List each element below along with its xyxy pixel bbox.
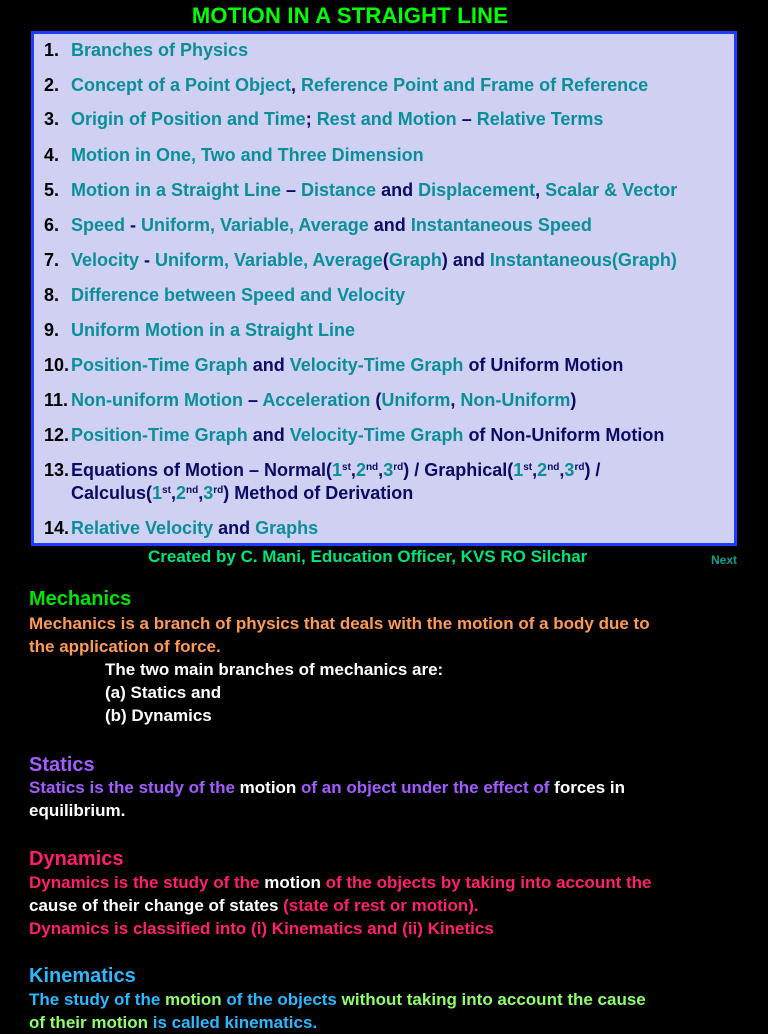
kinematics-text: of the objects — [221, 990, 342, 1009]
contents-item-text: and — [247, 355, 290, 375]
contents-item-number: 12. — [44, 425, 70, 445]
contents-item-text: nd — [547, 462, 560, 473]
contents-item[interactable] — [44, 482, 413, 505]
contents-item-text: Difference between Speed and Velocity — [71, 285, 406, 305]
contents-item-text: , — [170, 483, 176, 503]
statics-text: forces in — [554, 778, 626, 797]
contents-item-text: , — [291, 75, 302, 95]
kinematics-line — [29, 988, 646, 1011]
contents-item-text: Uniform, Variable, Average — [155, 250, 383, 270]
kinematics-text: without taking into account the cause — [341, 990, 646, 1009]
contents-item-text: Concept of a Point Object — [71, 75, 292, 95]
contents-item[interactable] — [44, 179, 677, 202]
contents-item-text: Uniform, Variable, Average — [141, 215, 369, 235]
dynamics-text: of the objects by taking into account the — [320, 873, 652, 892]
contents-item-text: st — [342, 462, 351, 473]
contents-item-text: Instantaneous Speed — [410, 215, 592, 235]
contents-item-number: 1. — [44, 40, 60, 60]
contents-item-text: – — [456, 109, 477, 129]
credit-line: Created by C. Mani, Education Officer, KVS RO Silchar — [148, 547, 588, 566]
contents-item[interactable] — [44, 354, 623, 377]
contents-item-text: 1 — [152, 483, 163, 503]
contents-item-text: Instantaneous(Graph) — [489, 250, 677, 270]
contents-item-text: , — [378, 460, 384, 480]
contents-item-text: 2 — [355, 460, 366, 480]
contents-item-text: Non-Uniform — [460, 390, 571, 410]
kinematics-text: motion — [165, 990, 222, 1009]
contents-item-text: ) and — [441, 250, 490, 270]
contents-item-number: 10. — [44, 355, 70, 375]
kinematics-text: of their motion — [29, 1013, 153, 1032]
contents-item-text: Relative Velocity — [71, 518, 214, 538]
contents-item[interactable] — [44, 74, 648, 97]
contents-item-number: 8. — [44, 285, 60, 305]
contents-item-text: ) / — [584, 460, 601, 480]
contents-item-number: 14. — [44, 518, 70, 538]
contents-item[interactable] — [44, 108, 603, 131]
contents-item-text: nd — [185, 485, 199, 496]
contents-item-text: rd — [213, 485, 224, 496]
contents-item-text: 3 — [203, 483, 214, 503]
contents-item[interactable] — [44, 517, 318, 540]
contents-item-text: st — [523, 462, 533, 473]
contents-item-text: Position-Time Graph — [71, 425, 248, 445]
mechanics-line: (b) Dynamics — [105, 706, 212, 725]
contents-item-text: Uniform — [381, 390, 451, 410]
contents-item-text: , — [198, 483, 204, 503]
contents-item[interactable] — [44, 144, 424, 167]
contents-item-number: 2. — [44, 75, 60, 95]
dynamics-line: Dynamics is classified into (i) Kinematics and (ii) Kinetics — [29, 919, 494, 938]
contents-item-text: , — [535, 180, 546, 200]
statics-heading: Statics — [29, 754, 95, 776]
contents-item-text: 3 — [383, 460, 394, 480]
contents-item-text: Relative Terms — [476, 109, 604, 129]
contents-item-text: ) Method of Derivation — [223, 483, 414, 503]
dynamics-text: cause of their change of states — [29, 896, 284, 915]
contents-item-text: Equations of Motion – Normal( — [71, 460, 332, 480]
kinematics-text: The study of the — [29, 990, 165, 1009]
contents-item-text: 1 — [513, 460, 524, 480]
statics-text: of an object under the effect of — [296, 778, 555, 797]
contents-item-text: of Uniform Motion — [463, 355, 624, 375]
contents-item[interactable] — [44, 214, 592, 237]
contents-item-text: Uniform Motion in a Straight Line — [71, 320, 355, 340]
mechanics-line: The two main branches of mechanics are: — [105, 660, 444, 679]
contents-item-text: Rest and Motion — [316, 109, 457, 129]
mechanics-line: (a) Statics and — [105, 683, 222, 702]
contents-item-text: 2 — [537, 460, 548, 480]
contents-item-number: 9. — [44, 320, 60, 340]
contents-item-text: , — [350, 460, 356, 480]
contents-item-text: Velocity-Time Graph — [289, 425, 464, 445]
contents-item-text: Graphs — [255, 518, 319, 538]
contents-item-text: 3 — [564, 460, 575, 480]
contents-item-number: 5. — [44, 180, 60, 200]
dynamics-heading: Dynamics — [29, 848, 124, 870]
contents-item-text: – — [281, 180, 302, 200]
contents-item-text: , — [450, 390, 461, 410]
page-title: MOTION IN A STRAIGHT LINE — [191, 3, 509, 28]
contents-item-text: ( — [370, 390, 382, 410]
contents-item-text: Branches of Physics — [71, 40, 249, 60]
contents-item-text: Scalar & Vector — [545, 180, 678, 200]
contents-item-text: Graph — [388, 250, 442, 270]
statics-line — [29, 776, 625, 799]
contents-item-text: – — [242, 390, 263, 410]
contents-item-text: , — [532, 460, 538, 480]
contents-item-number: 11. — [44, 390, 69, 410]
contents-item-text: ; — [305, 109, 317, 129]
mechanics-line: Mechanics is a branch of physics that deals with the motion of a body due to — [29, 614, 650, 633]
contents-item-text: ) — [570, 390, 577, 410]
dynamics-text: Dynamics is the study of the — [29, 873, 265, 892]
statics-line: equilibrium. — [29, 801, 126, 820]
contents-item-text: 1 — [332, 460, 343, 480]
dynamics-line — [29, 871, 651, 894]
contents-item-text: Speed — [71, 215, 126, 235]
contents-item-text: Position-Time Graph — [71, 355, 248, 375]
contents-item-text: , — [559, 460, 565, 480]
contents-item-number: 3. — [44, 109, 60, 129]
contents-item-text: Distance — [301, 180, 377, 200]
statics-text: motion — [239, 778, 297, 797]
contents-item-text: Non-uniform Motion — [71, 390, 243, 410]
contents-item-text: - — [139, 250, 156, 270]
kinematics-heading: Kinematics — [29, 965, 136, 987]
contents-item[interactable] — [44, 424, 664, 447]
contents-item-text: Origin of Position and Time — [71, 109, 306, 129]
contents-item[interactable] — [44, 39, 248, 62]
contents-item-number: 7. — [44, 250, 60, 270]
contents-item-text: ( — [382, 250, 389, 270]
contents-item-number: 13. — [44, 460, 70, 480]
contents-item-text: - — [125, 215, 142, 235]
statics-text: Statics is the study of the — [29, 778, 240, 797]
contents-item-text: ) / Graphical( — [403, 460, 514, 480]
contents-item-text: and — [213, 518, 256, 538]
kinematics-text: is called kinematics. — [152, 1013, 318, 1032]
mechanics-line: the application of force. — [29, 637, 221, 656]
contents-item-text: and — [376, 180, 419, 200]
contents-item-text: Reference Point and Frame of Reference — [301, 75, 649, 95]
dynamics-text: motion — [264, 873, 321, 892]
kinematics-line — [29, 1011, 317, 1034]
contents-item-text: Motion in a Straight Line — [71, 180, 281, 200]
contents-item-text: 2 — [175, 483, 186, 503]
contents-item-number: 6. — [44, 215, 60, 235]
contents-box — [31, 31, 737, 546]
contents-item-text: Displacement — [418, 180, 536, 200]
contents-item-text: Velocity-Time Graph — [289, 355, 464, 375]
contents-item-text: and — [247, 425, 290, 445]
contents-item-text: and — [368, 215, 411, 235]
contents-item[interactable] — [44, 284, 405, 307]
dynamics-text: (state of rest or motion). — [283, 896, 479, 915]
contents-item-text: Motion in One, Two and Three Dimension — [71, 145, 424, 165]
next-link[interactable]: Next — [711, 553, 738, 567]
contents-item-text: Acceleration — [262, 390, 371, 410]
contents-item-text: rd — [574, 462, 585, 473]
contents-item-text: nd — [365, 462, 379, 473]
contents-item-text: Velocity — [71, 250, 140, 270]
contents-item-text: Calculus( — [71, 483, 153, 503]
mechanics-heading: Mechanics — [29, 588, 132, 610]
contents-item-text: st — [162, 485, 171, 496]
contents-item[interactable] — [44, 319, 355, 342]
contents-item-text: rd — [393, 462, 404, 473]
contents-item[interactable] — [44, 249, 677, 272]
contents-item[interactable] — [44, 459, 600, 482]
contents-item-number: 4. — [44, 145, 60, 165]
contents-item[interactable] — [44, 389, 576, 412]
contents-item-text: of Non-Uniform Motion — [463, 425, 665, 445]
dynamics-line — [29, 894, 479, 917]
